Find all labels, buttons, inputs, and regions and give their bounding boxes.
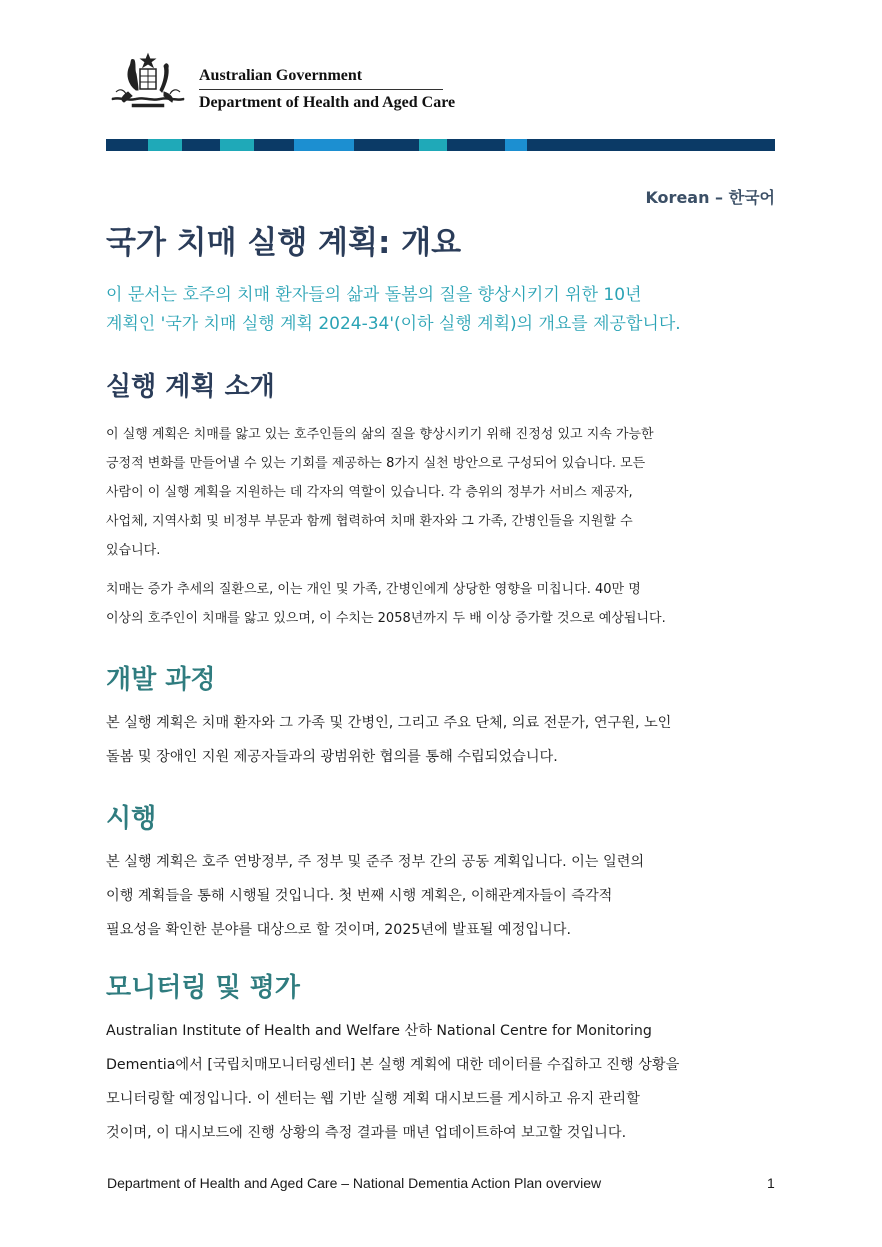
footer-text: Department of Health and Aged Care – National Dementia Action Plan overview <box>107 1175 602 1191</box>
color-band <box>106 139 775 151</box>
text-line: 사업체, 지역사회 및 비정부 부문과 함께 협력하여 치매 환자와 그 가족, 간병인들을 지원할 수 <box>106 514 633 529</box>
band-segment <box>419 139 447 151</box>
intro-paragraph-1 <box>106 420 796 565</box>
government-name: Australian Government <box>199 67 363 84</box>
implementation-paragraph <box>106 845 796 947</box>
text-line: 본 실행 계획은 치매 환자와 그 가족 및 간병인, 그리고 주요 단체, 의료 전문가, 연구원, 노인 <box>106 715 672 731</box>
heading-development: 개발 과정 <box>106 665 216 695</box>
band-segment <box>148 139 182 151</box>
band-segment <box>220 139 254 151</box>
heading-implementation: 시행 <box>106 804 157 834</box>
text-line: 본 실행 계획은 호주 연방정부, 주 정부 및 준주 정부 간의 공동 계획입니다. 이는 일련의 <box>106 854 645 870</box>
header-rule <box>199 89 443 90</box>
text-line: 이 실행 계획은 치매를 앓고 있는 호주인들의 삶의 질을 향상시키기 위해 진정성 있고 지속 가능한 <box>106 427 654 442</box>
text-line: 치매는 증가 추세의 질환으로, 이는 개인 및 가족, 간병인에게 상당한 영향을 미칩니다. 40만 명 <box>106 582 641 597</box>
band-segment <box>354 139 419 151</box>
text-line: 긍정적 변화를 만들어낼 수 있는 기회를 제공하는 8가지 실천 방안으로 구성되어 있습니다. 모든 <box>106 456 646 471</box>
lead-paragraph <box>106 281 796 339</box>
band-segment <box>447 139 505 151</box>
monitoring-paragraph <box>106 1014 796 1150</box>
text-line: 모니터링할 예정입니다. 이 센터는 웹 기반 실행 계획 대시보드를 게시하고 유지 관리할 <box>106 1091 640 1107</box>
page-title: 국가 치매 실행 계획: 개요 <box>106 225 462 261</box>
text-line: 있습니다. <box>106 543 161 558</box>
text-line: 필요성을 확인한 분야를 대상으로 할 것이며, 2025년에 발표될 예정입니다. <box>106 922 571 938</box>
text-line: Australian Institute of Health and Welfare 산하 National Centre for Monitoring <box>106 1023 652 1039</box>
language-label: Korean – 한국어 <box>645 188 775 207</box>
intro-paragraph-2 <box>106 575 796 633</box>
band-segment <box>505 139 527 151</box>
text-line: 사람이 이 실행 계획을 지원하는 데 각자의 역할이 있습니다. 각 층위의 정부가 서비스 제공자, <box>106 485 633 500</box>
lead-line: 계획인 '국가 치매 실행 계획 2024-34'(이하 실행 계획)의 개요를 제공합니다. <box>106 314 681 334</box>
department-name: Department of Health and Aged Care <box>199 94 456 111</box>
band-segment <box>294 139 354 151</box>
text-line: 이상의 호주인이 치매를 앓고 있으며, 이 수치는 2058년까지 두 배 이상 증가할 것으로 예상됩니다. <box>106 611 666 626</box>
band-segment <box>254 139 294 151</box>
page-number: 1 <box>767 1175 775 1191</box>
band-segment <box>106 139 148 151</box>
text-line: 돌봄 및 장애인 지원 제공자들과의 광범위한 협의를 통해 수립되었습니다. <box>106 749 558 765</box>
coat-of-arms-logo <box>106 52 190 112</box>
lead-line: 이 문서는 호주의 치매 환자들의 삶과 돌봄의 질을 향상시키기 위한 10년 <box>106 285 642 305</box>
text-line: Dementia에서 [국립치매모니터링센터] 본 실행 계획에 대한 데이터를 수집하고 진행 상황을 <box>106 1057 680 1073</box>
development-paragraph <box>106 706 796 774</box>
heading-monitoring: 모니터링 및 평가 <box>106 973 300 1003</box>
band-segment <box>182 139 220 151</box>
band-segment <box>527 139 775 151</box>
heading-intro: 실행 계획 소개 <box>106 372 275 402</box>
text-line: 이행 계획들을 통해 시행될 것입니다. 첫 번째 시행 계획은, 이해관계자들이 즉각적 <box>106 888 613 904</box>
text-line: 것이며, 이 대시보드에 진행 상황의 측정 결과를 매년 업데이트하여 보고할 것입니다. <box>106 1125 627 1141</box>
